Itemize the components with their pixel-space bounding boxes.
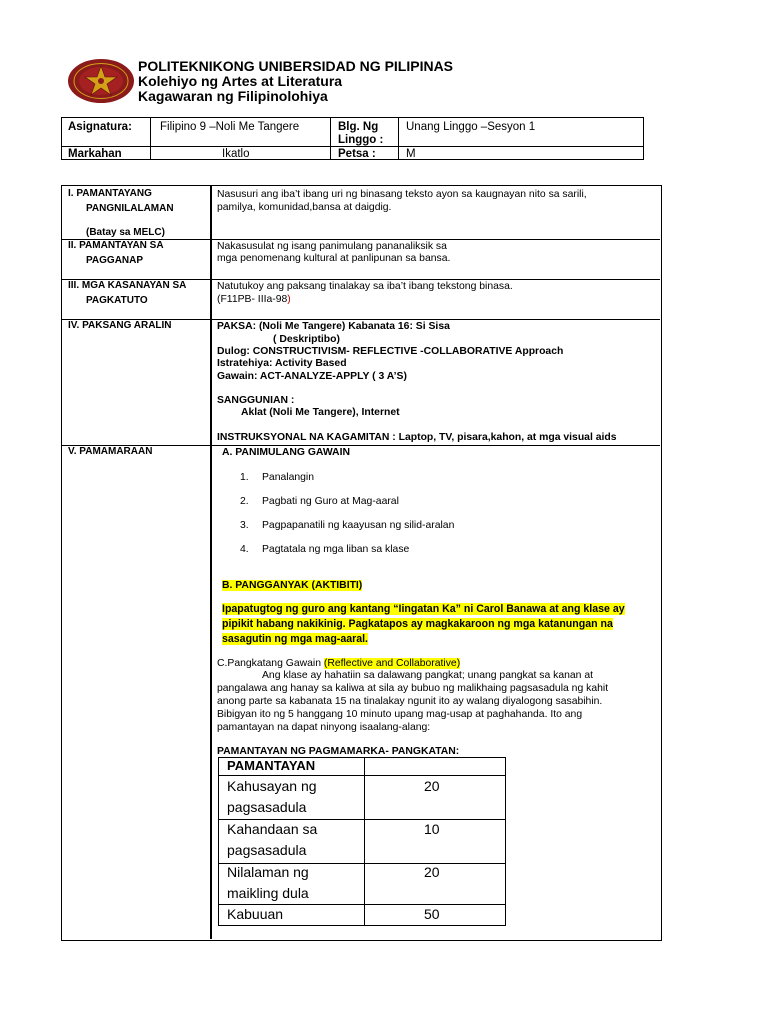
rubric-header: PAMANTAYAN [227,758,316,773]
markahan-value: Ikatlo [222,148,250,160]
rubric-points: 10 [424,821,440,837]
pangganyak-text-2-span: pipikit habang nakikinig. Pagkatapos ay magkakaroon ng mga katanungan na [222,618,613,630]
petsa-label: Petsa : [338,148,376,160]
sanggunian-label: SANGGUNIAN : [217,395,295,406]
pangganyak-text-2 [222,618,613,631]
istratehiya-line: Istratehiya: Activity Based [217,358,347,369]
section-2-label-1: II. PAMANTAYAN SA [68,240,164,251]
college-name: Kolehiyo ng Artes at Literatura [138,73,343,89]
rubric-criterion: Kahusayan ng [227,778,317,794]
section-1-label-1: I. PAMANTAYANG [68,188,152,199]
rubric-criterion: Kabuuan [227,906,284,922]
gawain-line: Gawain: ACT-ANALYZE-APPLY ( 3 A’S) [217,371,407,382]
rubric-table [218,757,506,926]
section-2-text-2: mga penomenang kultural at panlipunan sa bansa. [217,253,451,264]
asignatura-value: Filipino 9 –Noli Me Tangere [160,121,300,133]
rubric-points: 20 [424,778,440,794]
deskriptibo-line: ( Deskriptibo) [273,334,340,345]
section-1-label-2: PANGNILALAMAN [86,203,174,214]
section-5-label: V. PAMAMARAAN [68,446,153,457]
list-item-text: Pagbati ng Guro at Mag-aaral [262,496,399,507]
panimulang-gawain-title: A. PANIMULANG GAWAIN [222,447,350,458]
rubric-criterion: Kahandaan sa [227,821,318,837]
rubric-points: 50 [424,906,440,922]
list-item-number: 2. [240,496,249,507]
rubric-points: 20 [424,864,440,880]
asignatura-label: Asignatura: [68,121,132,133]
section-3-label-2: PAGKATUTO [86,295,148,306]
section-2-label-2: PAGGANAP [86,255,144,266]
pangganyak-title-text: B. PANGGANYAK (AKTIBITI) [222,580,363,591]
pangkatang-text-5: pamantayan na dapat ninyong isaalang-alang: [217,722,431,733]
section-3-code-text: (F11PB- IIIa-98 [217,294,288,305]
list-item-number: 4. [240,544,249,555]
linggo-label-1: Blg. Ng [338,121,379,133]
section-1-text-1: Nasusuri ang iba’t ibang uri ng binasang teksto ayon sa kaugnayan nito sa sarili, [217,189,587,200]
pangganyak-text-3 [222,633,368,646]
section-3-code [217,293,291,306]
section-2-text-1: Nakasusulat ng isang panimulang pananaliksik sa [217,241,447,252]
list-item-number: 3. [240,520,249,531]
pangkatang-text-4: Bibigyan ito ng 5 hanggang 10 minuto upang mag-usap at paghahanda. Ito ang [217,709,583,720]
university-seal-logo [66,58,136,104]
pangganyak-text-3-span: sasagutin ng mga mag-aaral. [222,633,369,645]
aklat-line: Aklat (Noli Me Tangere), Internet [241,407,400,418]
section-3-text-1: Natutukoy ang paksang tinalakay sa iba’t ibang tekstong binasa. [217,281,513,292]
pangkatang-gawain-title-text: C.Pangkatang Gawain [217,658,324,669]
section-3-code-paren: ) [287,294,291,305]
university-name: POLITEKNIKONG UNIBERSIDAD NG PILIPINAS [138,58,454,74]
linggo-label-2: Linggo : [338,134,384,146]
section-1-label-3: (Batay sa MELC) [86,227,165,238]
rubric-criterion: Nilalaman ng [227,864,309,880]
list-item-text: Panalangin [262,472,314,483]
pangkatang-gawain-title-hl: (Reflective and Collaborative) [323,658,461,669]
list-item-text: Pagtatala ng mga liban sa klase [262,544,410,555]
pangganyak-text-1 [222,603,625,616]
department-name: Kagawaran ng Filipinolohiya [138,88,328,104]
rubric-criterion: maikling dula [227,885,309,901]
pangkatang-text-3: anong parte sa kabanata 15 na tinalakay ngunit ito ay walang diyalogong sasabihin. [217,696,603,707]
pangkatang-text-1: Ang klase ay hahatiin sa dalawang pangkat; unang pangkat sa kanan at [262,670,594,681]
linggo-value: Unang Linggo –Sesyon 1 [406,121,536,133]
section-3-label-1: III. MGA KASANAYAN SA [68,280,187,291]
list-item-number: 1. [240,472,249,483]
pangkatang-text-2: pangalawa ang hanay sa kaliwa at sila ay bubuo ng malikhaing pagsasadula ng kahit [217,683,609,694]
instruksyonal-line: INSTRUKSYONAL NA KAGAMITAN : Laptop, TV, pisara,kahon, at mga visual aids [217,432,617,443]
section-4-label: IV. PAKSANG ARALIN [68,320,172,331]
pangganyak-text-1-span: Ipapatugtog ng guro ang kantang “Iingatan Ka” ni Carol Banawa at ang klase ay [222,603,625,615]
rubric-criterion: pagsasadula [227,842,307,858]
section-1-text-2: pamilya, komunidad,bansa at daigdig. [217,202,392,213]
markahan-label: Markahan [68,148,122,160]
rubric-title: PAMANTAYAN NG PAGMAMARKA- PANGKATAN: [217,746,460,757]
pangganyak-title [222,579,362,592]
paksa-line: PAKSA: (Noli Me Tangere) Kabanata 16: Si Sisa [217,321,450,332]
dulog-line: Dulog: CONSTRUCTIVISM- REFLECTIVE -COLLABORATIVE Approach [217,346,564,357]
rubric-criterion: pagsasadula [227,799,307,815]
petsa-value: M [406,148,416,160]
list-item-text: Pagpapanatili ng kaayusan ng silid-aralan [262,520,455,531]
info-table [61,117,644,160]
